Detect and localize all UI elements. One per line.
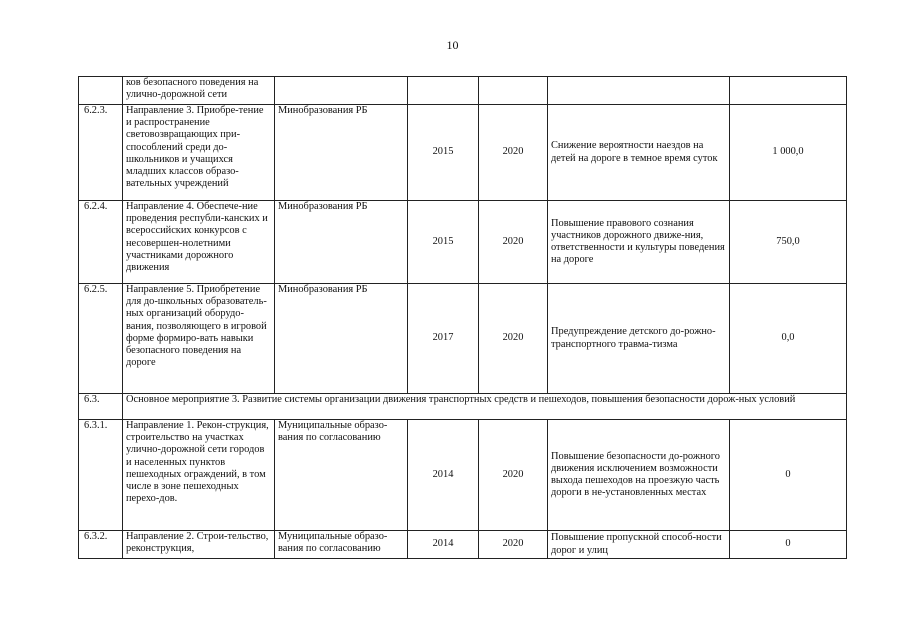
- cell-result: Повышение безопасности до-рожного движения исключением возможности выхода пешеходов на проезжую часть дороги в не-установленных местах: [548, 420, 730, 531]
- table-row: [79, 77, 847, 105]
- cell-end: 2020: [479, 105, 548, 201]
- cell-exec: Муниципальные образо-вания по согласованию: [275, 531, 408, 559]
- cell-amount: [730, 77, 847, 105]
- section-row: [79, 394, 847, 420]
- cell-end: 2020: [479, 420, 548, 531]
- cell-num: [79, 77, 123, 105]
- cell-num: 6.2.5.: [79, 284, 123, 394]
- cell-start: 2015: [408, 105, 479, 201]
- cell-num: 6.3.1.: [79, 420, 123, 531]
- cell-num: 6.3.2.: [79, 531, 123, 559]
- cell-num: 6.3.: [79, 394, 123, 420]
- table-row: [79, 531, 847, 559]
- table-row: [79, 201, 847, 284]
- cell-desc: Направление 1. Рекон-струкция, строительство на участках улично-дорожной сети городов и населенных пунктов пешеходных ограждений, в том числе в зоне пешеходных перехо-дов.: [123, 420, 275, 531]
- cell-amount: 0: [730, 420, 847, 531]
- cell-start: [408, 77, 479, 105]
- page-number: 10: [446, 38, 459, 52]
- cell-result: Повышение пропускной способ-ности дорог и улиц: [548, 531, 730, 559]
- cell-desc: ков безопасного поведения на улично-дорожной сети: [123, 77, 275, 105]
- cell-desc: Направление 2. Строи-тельство, реконструкция,: [123, 531, 275, 559]
- cell-exec: Муниципальные образо-вания по согласованию: [275, 420, 408, 531]
- cell-exec: Минобразования РБ: [275, 105, 408, 201]
- cell-num: 6.2.4.: [79, 201, 123, 284]
- cell-end: 2020: [479, 531, 548, 559]
- cell-result: Снижение вероятности наездов на детей на дороге в темное время суток: [548, 105, 730, 201]
- cell-desc: Направление 5. Приобретение для до-школьных образователь-ных организаций оборудо-вания, позволяющего в игровой форме формиро-вать навыки безопасного поведения на дороге: [123, 284, 275, 394]
- table-row: [79, 105, 847, 201]
- program-table: [78, 76, 847, 559]
- cell-amount: 0,0: [730, 284, 847, 394]
- cell-amount: 0: [730, 531, 847, 559]
- cell-exec: [275, 77, 408, 105]
- cell-exec: Минобразования РБ: [275, 201, 408, 284]
- cell-desc: Основное мероприятие 3. Развитие системы организации движения транспортных средств и пешеходов, повышения безопасности дорож-ных условий: [123, 394, 847, 420]
- cell-start: 2014: [408, 531, 479, 559]
- cell-result: [548, 77, 730, 105]
- cell-start: 2017: [408, 284, 479, 394]
- cell-amount: 750,0: [730, 201, 847, 284]
- cell-end: 2020: [479, 201, 548, 284]
- cell-start: 2015: [408, 201, 479, 284]
- table-row: [79, 284, 847, 394]
- cell-amount: 1 000,0: [730, 105, 847, 201]
- cell-end: [479, 77, 548, 105]
- cell-start: 2014: [408, 420, 479, 531]
- cell-desc: Направление 3. Приобре-тение и распространение световозвращающих при-способлений среди до-школьников и учащихся младших классов образо-вательных учреждений: [123, 105, 275, 201]
- cell-end: 2020: [479, 284, 548, 394]
- cell-desc: Направление 4. Обеспече-ние проведения республи-канских и всероссийских конкурсов с несовершен-нолетними участниками дорожного движения: [123, 201, 275, 284]
- cell-exec: Минобразования РБ: [275, 284, 408, 394]
- cell-result: Предупреждение детского до-рожно-транспортного травма-тизма: [548, 284, 730, 394]
- cell-result: Повышение правового сознания участников дорожного движе-ния, ответственности и культуры поведения на дороге: [548, 201, 730, 284]
- table-row: [79, 420, 847, 531]
- cell-num: 6.2.3.: [79, 105, 123, 201]
